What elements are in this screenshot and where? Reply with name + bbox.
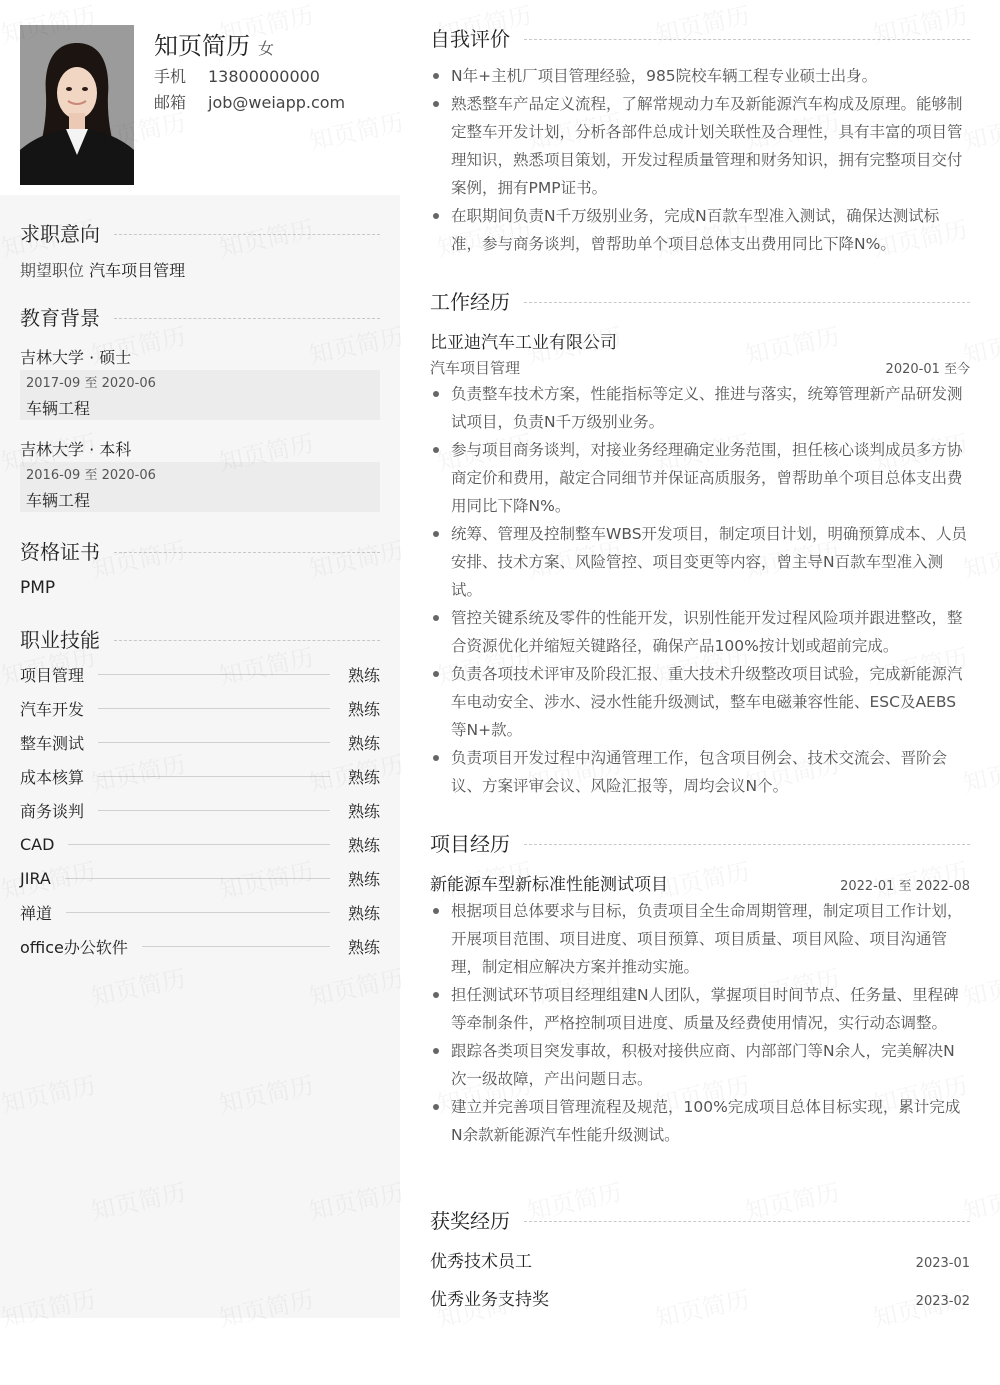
skill-name: CAD <box>20 834 55 854</box>
intent-label: 期望职位 <box>20 261 85 280</box>
skill-row <box>20 832 380 856</box>
list-item: 熟悉整车产品定义流程，了解常规动力车及新能源汽车构成及原理。能够制定整车开发计划，分析各部件总成计划关联性及合理性，具有丰富的项目管理知识，熟悉项目策划，开发过程质量管理和财务知识，拥有完整项目交付案例，拥有PMP证书。 <box>430 90 970 202</box>
edu-dates: 2016-09 至 2020-06 <box>26 468 156 483</box>
award-row <box>430 1285 970 1310</box>
skill-line <box>68 844 330 845</box>
section-divider <box>524 1221 970 1222</box>
phone-value: 13800000000 <box>208 67 320 86</box>
skill-row <box>20 798 380 822</box>
skill-name: JIRA <box>20 868 51 888</box>
skill-line <box>98 742 330 743</box>
section-title-text: 工作经历 <box>430 290 510 314</box>
edu-dates: 2017-09 至 2020-06 <box>26 376 156 391</box>
list-item: 参与项目商务谈判，对接业务经理确定业务范围，担任核心谈判成员多方协商定价和费用，敲定合同细节并保证高质服务，曾帮助单个项目总体支出费用同比下降N%。 <box>430 436 970 520</box>
skill-row <box>20 730 380 754</box>
section-title-project <box>430 828 970 857</box>
list-item: 管控关键系统及零件的性能开发，识别性能开发过程风险项并跟进整改，整合资源优化并缩短关键路径，确保产品100%按计划或超前完成。 <box>430 604 970 660</box>
intent-value: 汽车项目管理 <box>89 261 186 280</box>
edu-major: 车辆工程 <box>26 491 91 510</box>
skill-row <box>20 934 380 958</box>
list-item: 担任测试环节项目经理组建N人团队，掌握项目时间节点、任务量、里程碑等牵制条件，严格控制项目进度、质量及经费使用情况，实行动态调整。 <box>430 981 970 1037</box>
skill-line <box>98 674 330 675</box>
work-role-row <box>430 357 970 378</box>
section-divider <box>524 302 970 303</box>
skill-level: 熟练 <box>347 903 380 923</box>
section-title-work <box>430 286 970 315</box>
edu-major: 车辆工程 <box>26 399 91 418</box>
list-item: 建立并完善项目管理流程及规范，100%完成项目总体目标实现，累计完成N余款新能源汽车性能升级测试。 <box>430 1093 970 1149</box>
section-divider <box>114 552 380 553</box>
award-name: 优秀技术员工 <box>430 1252 532 1272</box>
skill-line <box>98 810 330 811</box>
project-name: 新能源车型新标准性能测试项目 <box>430 875 668 895</box>
portrait-image <box>20 25 134 185</box>
skill-row <box>20 866 380 890</box>
skill-name: 成本核算 <box>20 767 85 787</box>
section-title-text: 获奖经历 <box>430 1209 510 1233</box>
profile-block <box>154 26 345 113</box>
award-date: 2023-02 <box>915 1294 970 1309</box>
email-value: job@weiapp.com <box>208 93 346 112</box>
intent-row <box>20 258 185 281</box>
project-list <box>430 897 970 1149</box>
avatar <box>20 25 134 185</box>
section-title-text: 资格证书 <box>20 540 100 564</box>
work-dates: 2020-01 至今 <box>885 362 970 377</box>
project-dates: 2022-01 至 2022-08 <box>840 879 970 894</box>
section-divider <box>524 39 970 40</box>
award-date: 2023-01 <box>915 1256 970 1271</box>
list-item: 跟踪各类项目突发事故，积极对接供应商、内部部门等N余人，完美解决N次一级故障，产出问题日志。 <box>430 1037 970 1093</box>
skill-name: 商务谈判 <box>20 801 85 821</box>
section-divider <box>114 318 380 319</box>
skill-row <box>20 662 380 686</box>
edu-school-1: 吉林大学 · 硕士 <box>20 348 132 367</box>
section-title-summary <box>430 23 970 52</box>
section-title-awards <box>430 1205 970 1234</box>
skill-name: 项目管理 <box>20 665 85 685</box>
email-label: 邮箱 <box>154 93 187 112</box>
skill-level: 熟练 <box>347 733 380 753</box>
phone-row <box>154 67 345 87</box>
candidate-name: 知页简历 <box>154 32 250 60</box>
skill-level: 熟练 <box>347 699 380 719</box>
section-title-text: 教育背景 <box>20 306 100 330</box>
list-item: 在职期间负责N千万级别业务，完成N百款车型准入测试，确保达测试标准，参与商务谈判，曾帮助单个项目总体支出费用同比下降N%。 <box>430 202 970 258</box>
candidate-gender: 女 <box>258 39 275 58</box>
email-row <box>154 93 345 113</box>
list-item: 负责整车技术方案，性能指标等定义、推进与落实，统筹管理新产品研发测试项目，负责N千万级别业务。 <box>430 380 970 436</box>
skill-level: 熟练 <box>347 767 380 787</box>
skill-level: 熟练 <box>347 937 380 957</box>
phone-label: 手机 <box>154 67 187 86</box>
skill-line <box>142 946 330 947</box>
skill-level: 熟练 <box>347 665 380 685</box>
skill-name: 汽车开发 <box>20 699 85 719</box>
skill-name: 整车测试 <box>20 733 85 753</box>
section-divider <box>524 844 970 845</box>
work-role: 汽车项目管理 <box>430 359 521 377</box>
section-divider <box>114 234 380 235</box>
list-item: 负责各项技术评审及阶段汇报、重大技术升级整改项目试验，完成新能源汽车电动安全、涉水、浸水性能升级测试，整车电磁兼容性能、ESC及AEBS等N+款。 <box>430 660 970 744</box>
section-divider <box>114 640 380 641</box>
section-title-education <box>20 302 380 331</box>
section-title-text: 求职意向 <box>20 222 100 246</box>
work-duties-list <box>430 380 970 800</box>
edu-school-2: 吉林大学 · 本科 <box>20 440 132 459</box>
section-title-text: 自我评价 <box>430 27 510 51</box>
skill-line <box>98 776 330 777</box>
list-item: N年+主机厂项目管理经验，985院校车辆工程专业硕士出身。 <box>430 62 970 90</box>
skill-row <box>20 696 380 720</box>
section-title-intent <box>20 218 380 247</box>
skill-name: office办公软件 <box>20 937 128 957</box>
summary-list <box>430 62 970 258</box>
award-name: 优秀业务支持奖 <box>430 1290 549 1310</box>
list-item: 负责项目开发过程中沟通管理工作，包含项目例会、技术交流会、晋阶会议、方案评审会议、风险汇报等，周均会议N个。 <box>430 744 970 800</box>
section-title-text: 项目经历 <box>430 832 510 856</box>
section-title-text: 职业技能 <box>20 628 100 652</box>
section-title-certificates <box>20 536 380 565</box>
certificate-value: PMP <box>20 578 56 598</box>
skill-level: 熟练 <box>347 801 380 821</box>
skill-name: 禅道 <box>20 903 53 923</box>
skill-line <box>98 708 330 709</box>
list-item: 统筹、管理及控制整车WBS开发项目，制定项目计划，明确预算成本、人员安排、技术方案、风险管控、项目变更等内容，曾主导N百款车型准入测试。 <box>430 520 970 604</box>
section-title-skills <box>20 624 380 653</box>
edu-detail-2 <box>20 462 380 512</box>
skill-level: 熟练 <box>347 835 380 855</box>
edu-detail-1 <box>20 370 380 420</box>
skill-row <box>20 764 380 788</box>
skill-level: 熟练 <box>347 869 380 889</box>
list-item: 根据项目总体要求与目标，负责项目全生命周期管理，制定项目工作计划，开展项目范围、项目进度、项目预算、项目质量、项目风险、项目沟通管理，制定相应解决方案并推动实施。 <box>430 897 970 981</box>
skill-row <box>20 900 380 924</box>
skill-line <box>65 878 330 879</box>
work-company: 比亚迪汽车工业有限公司 <box>430 333 617 353</box>
award-row <box>430 1247 970 1272</box>
skill-line <box>66 912 330 913</box>
project-header-row <box>430 870 970 895</box>
